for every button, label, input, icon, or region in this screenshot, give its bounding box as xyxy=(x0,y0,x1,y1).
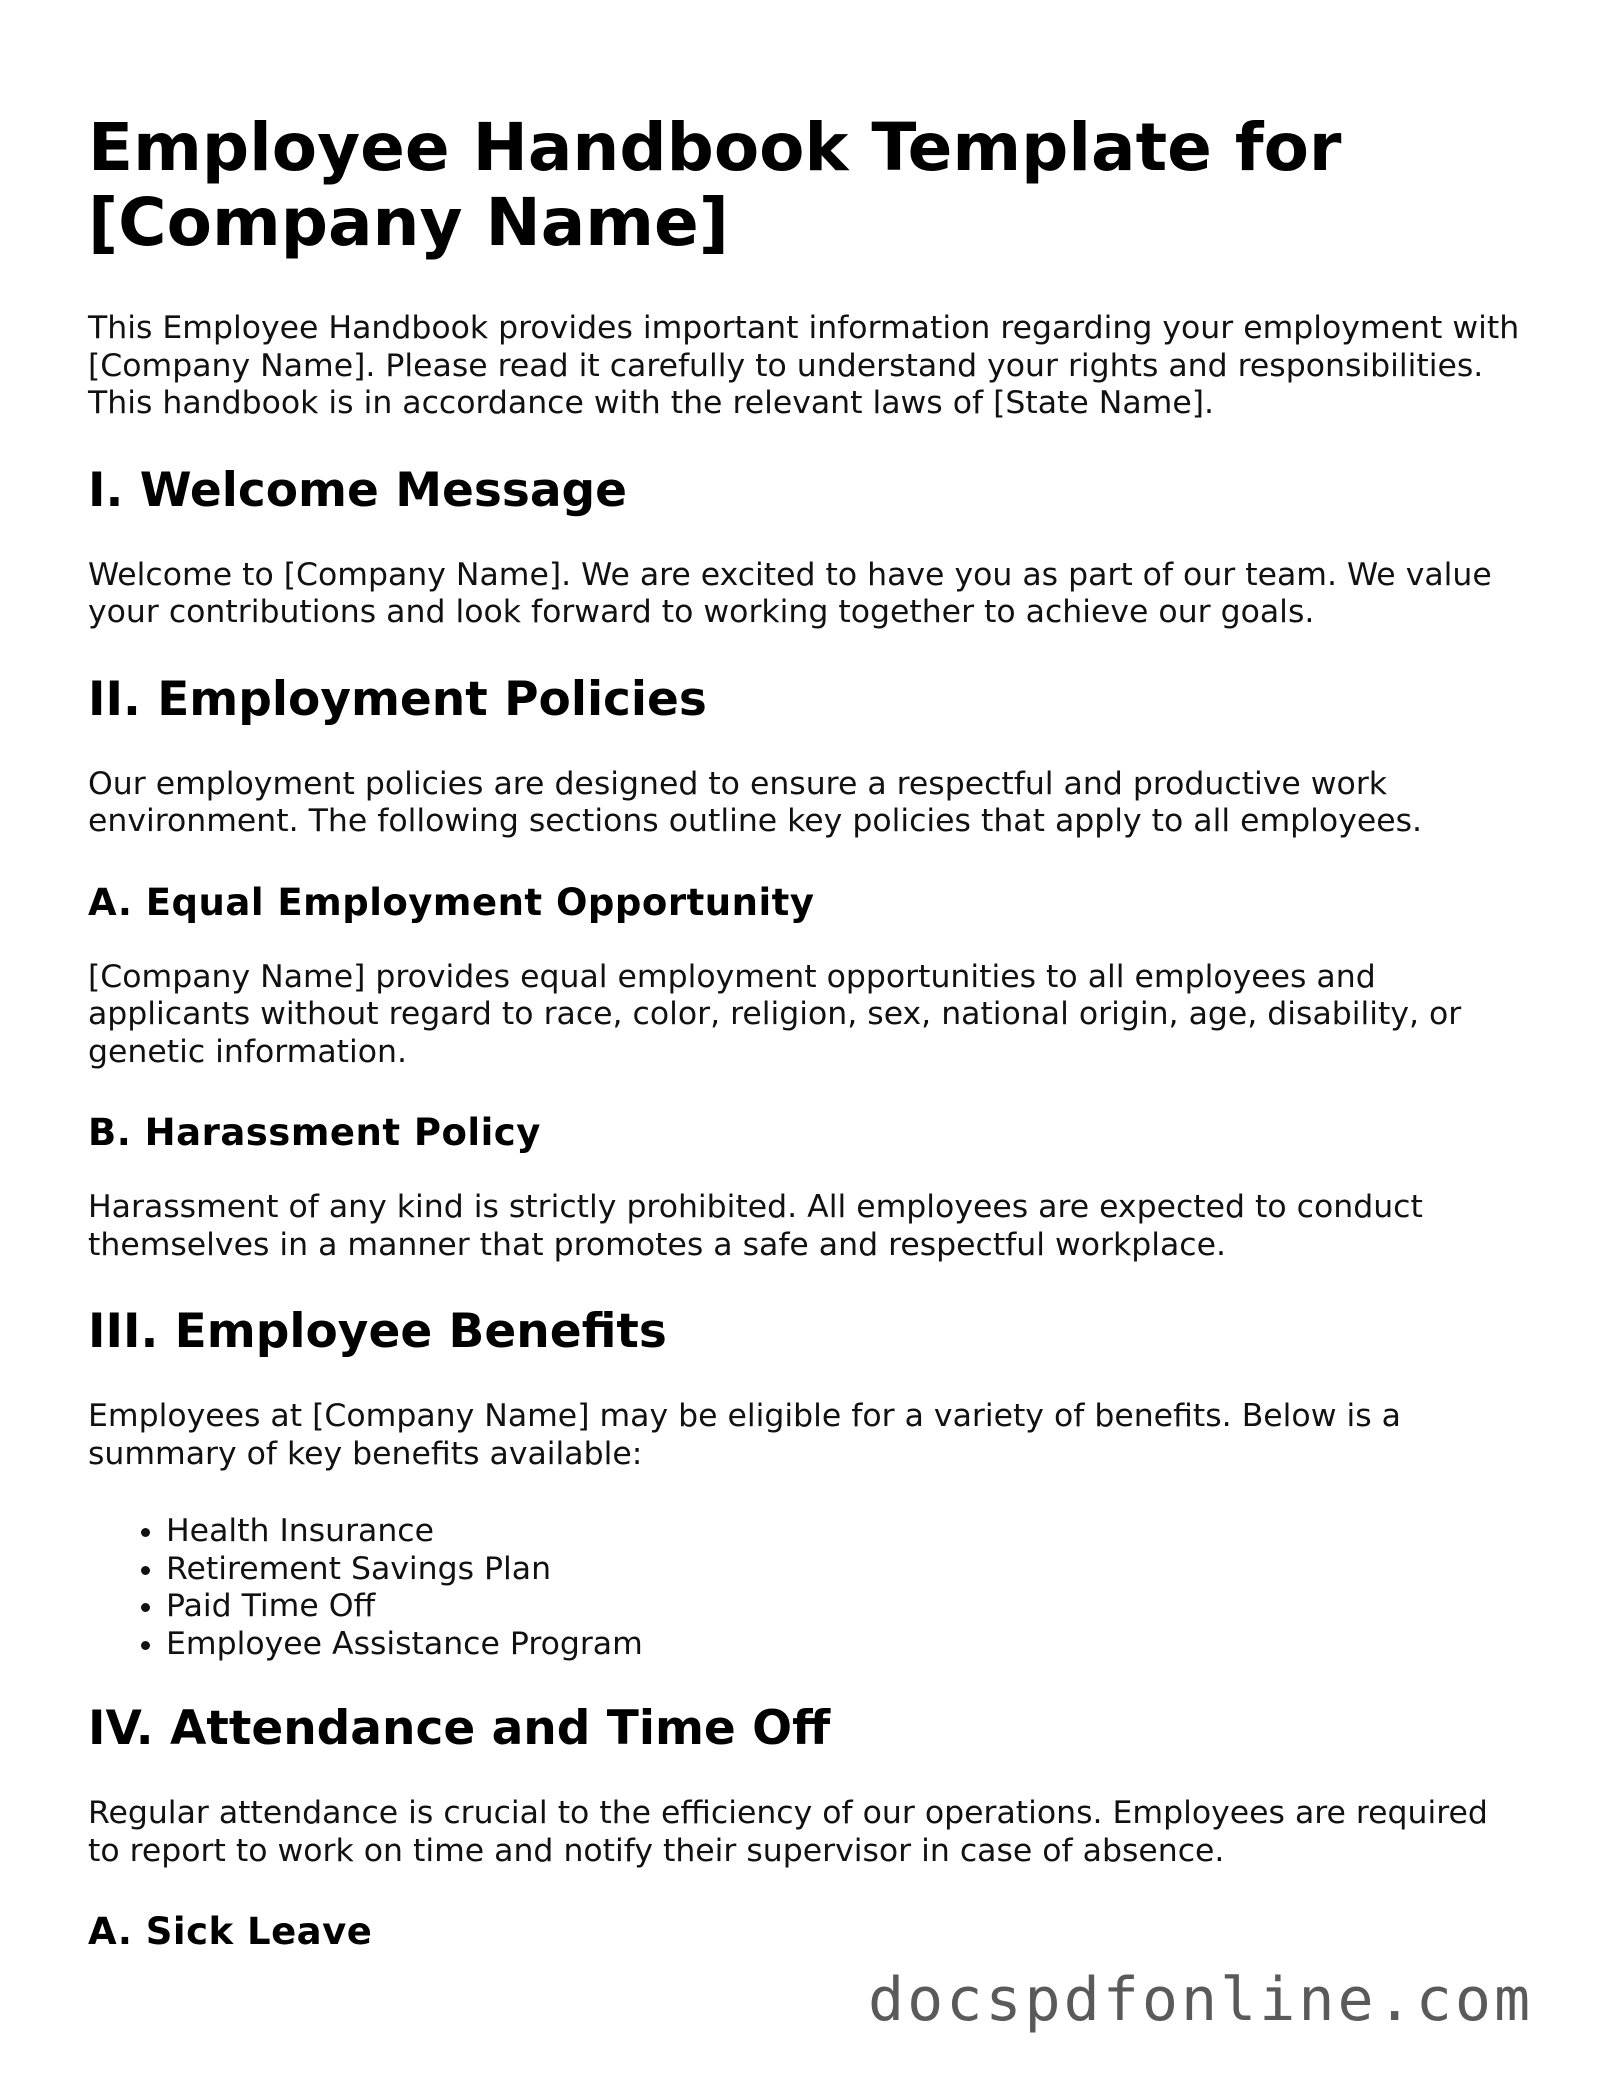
subsection-body-equal-employment: [Company Name] provides equal employment opportunities to all employees and applicants without regard to race, color, religion, sex, national origin, age, disability, or genetic information. xyxy=(88,958,1462,1070)
section-body-employment-policies: Our employment policies are designed to ensure a respectful and productive work environment. The following sections outline key policies that apply to all employees. xyxy=(88,765,1423,839)
section-heading-benefits: III. Employee Benefits xyxy=(88,1304,667,1359)
subsection-heading-sick-leave: A. Sick Leave xyxy=(88,1910,373,1953)
list-item: • Paid Time Off xyxy=(166,1588,1528,1626)
list-item: • Health Insurance xyxy=(166,1513,1528,1551)
section-heading-welcome: I. Welcome Message xyxy=(88,462,628,518)
intro-paragraph: This Employee Handbook provides important information regarding your employment with [Company Name]. Please read it carefully to understand your rights and responsibilities. This handbook is in accordance with the relevant laws of [State Name]. xyxy=(88,310,1520,421)
list-item: • Employee Assistance Program xyxy=(166,1626,1528,1664)
section-heading-attendance: IV. Attendance and Time Off xyxy=(88,1701,831,1756)
section-body-benefits: Employees at [Company Name] may be eligible for a variety of benefits. Below is a summary of key benefits available: xyxy=(88,1398,1401,1472)
watermark: docspdfonline.com xyxy=(868,1965,1534,2035)
document-title: Employee Handbook Template for [Company Name] xyxy=(88,109,1342,261)
benefits-list xyxy=(88,1513,1528,1663)
subsection-body-harassment: Harassment of any kind is strictly prohibited. All employees are expected to conduct themselves in a manner that promotes a safe and respectful workplace. xyxy=(88,1189,1423,1263)
section-heading-employment-policies: II. Employment Policies xyxy=(88,671,707,727)
subsection-heading-equal-employment: A. Equal Employment Opportunity xyxy=(88,880,815,924)
list-item: • Retirement Savings Plan xyxy=(166,1551,1528,1589)
section-body-welcome: Welcome to [Company Name]. We are excited to have you as part of our team. We value your contributions and look forward to working together to achieve our goals. xyxy=(88,556,1492,630)
document-page xyxy=(88,110,1528,1988)
subsection-heading-harassment: B. Harassment Policy xyxy=(88,1111,541,1154)
section-body-attendance: Regular attendance is crucial to the efficiency of our operations. Employees are required to report to work on time and notify their supervisor in case of absence. xyxy=(88,1795,1488,1869)
